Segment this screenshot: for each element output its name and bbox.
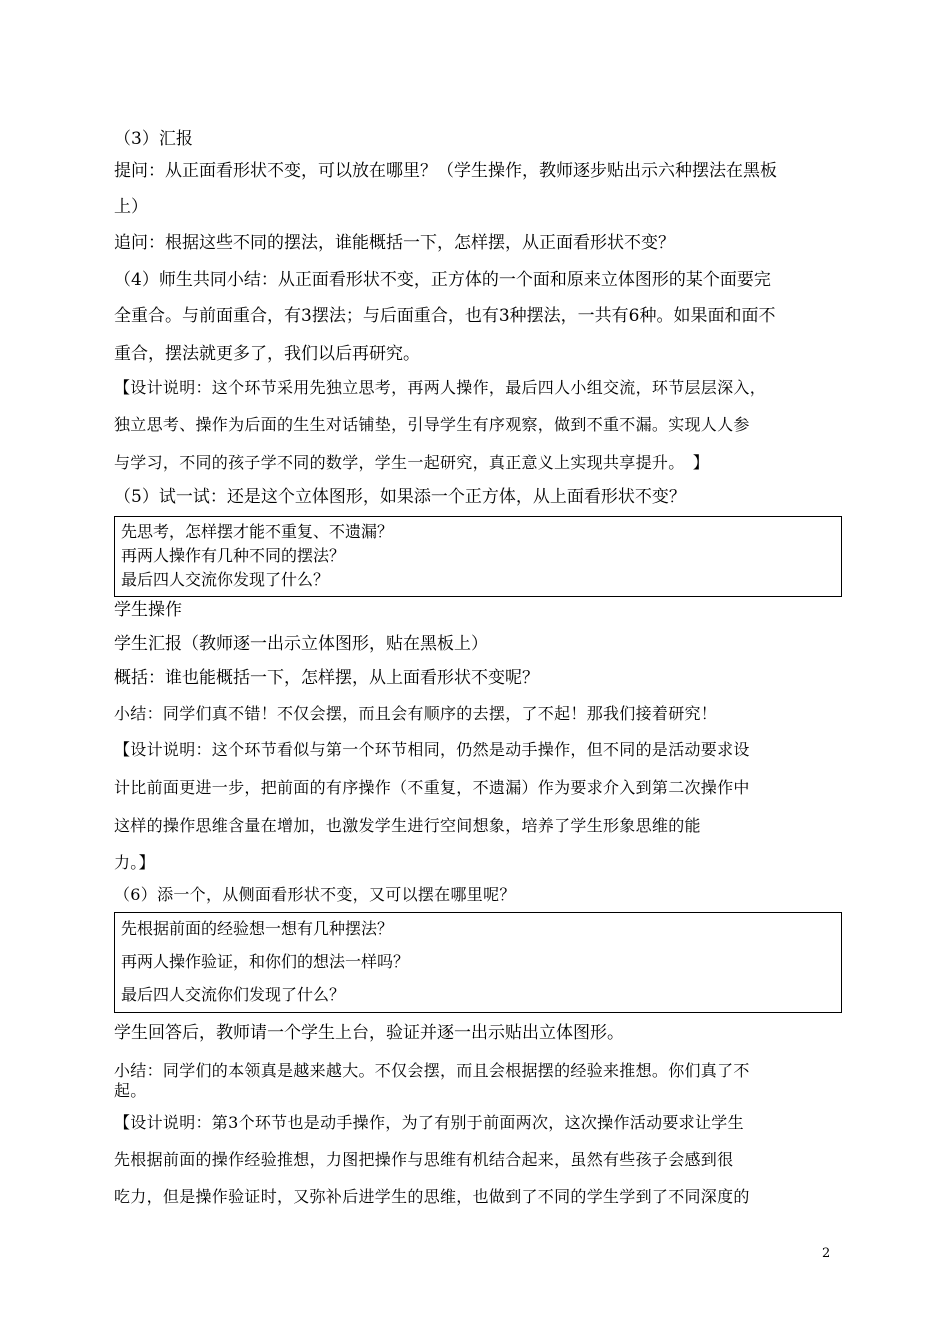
- task-box-line: 先根据前面的经验想一想有几种摆法？: [121, 919, 394, 938]
- design-note-line: 【设计说明：这个环节看似与第一个环节相同，仍然是动手操作，但不同的是活动要求设: [114, 740, 750, 759]
- task-box-2: [114, 912, 842, 1013]
- design-note-line: 先根据前面的操作经验推想，力图把操作与思维有机结合起来，虽然有些孩子会感到很: [114, 1150, 734, 1169]
- task-box-1: [114, 516, 842, 597]
- task-box-line: 再两人操作验证，和你们的想法一样吗？: [121, 952, 410, 971]
- text-line: 追问：根据这些不同的摆法，谁能概括一下，怎样摆，从正面看形状不变？: [114, 233, 675, 253]
- design-note-line: 【设计说明：第3个环节也是动手操作，为了有别于前面两次，这次操作活动要求让学生: [114, 1113, 744, 1132]
- summary-line: 小结：同学们的本领真是越来越大。不仅会摆，而且会根据摆的经验来推想。你们真了不: [114, 1061, 750, 1080]
- text-line: （6）添一个，从侧面看形状不变，又可以摆在哪里呢？: [114, 885, 516, 904]
- text-line: 学生汇报（教师逐一出示立体图形，贴在黑板上）: [114, 634, 488, 654]
- design-note-line: 力。】: [114, 853, 155, 872]
- design-note-line: 吃力，但是操作验证时，又弥补后进学生的思维，也做到了不同的学生学到了不同深度的: [114, 1187, 750, 1206]
- page-number: 2: [822, 1246, 831, 1261]
- text-line: （4）师生共同小结：从正面看形状不变，正方体的一个面和原来立体图形的某个面要完: [114, 270, 771, 290]
- design-note-line: 这样的操作思维含量在增加，也激发学生进行空间想象，培养了学生形象思维的能: [114, 816, 701, 835]
- heading-report: （3）汇报: [114, 129, 193, 149]
- summary-line: 起。: [114, 1081, 147, 1100]
- task-box-line: 最后四人交流你发现了什么？: [121, 570, 330, 589]
- text-line: 全重合。与前面重合，有3摆法；与后面重合，也有3种摆法，一共有6种。如果面和面不: [114, 306, 776, 326]
- summary-line: 小结：同学们真不错！不仅会摆，而且会有顺序的去摆，了不起！那我们接着研究！: [114, 704, 718, 723]
- task-box-line: 最后四人交流你们发现了什么？: [121, 985, 346, 1004]
- text-line: 学生操作: [114, 600, 182, 620]
- design-note-line: 与学习，不同的孩子学不同的数学，学生一起研究，真正意义上实现共享提升。 】: [114, 453, 710, 472]
- text-line: 学生回答后，教师请一个学生上台，验证并逐一出示贴出立体图形。: [114, 1023, 624, 1043]
- task-box-line: 先思考，怎样摆才能不重复、不遗漏？: [121, 522, 394, 541]
- design-note-line: 计比前面更进一步，把前面的有序操作（不重复，不遗漏）作为要求介入到第二次操作中: [114, 778, 750, 797]
- text-line: （5）试一试：还是这个立体图形，如果添一个正方体，从上面看形状不变？: [114, 487, 686, 507]
- design-note-line: 独立思考、操作为后面的生生对话铺垫，引导学生有序观察，做到不重不漏。实现人人参: [114, 415, 750, 434]
- text-line: 上）: [114, 197, 148, 217]
- text-line: 提问：从正面看形状不变，可以放在哪里？（学生操作，教师逐步贴出示六种摆法在黑板: [114, 161, 777, 181]
- task-box-line: 再两人操作有几种不同的摆法？: [121, 546, 346, 565]
- text-line: 重合，摆法就更多了，我们以后再研究。: [114, 344, 420, 364]
- design-note-line: 【设计说明：这个环节采用先独立思考，再两人操作，最后四人小组交流，环节层层深入，: [114, 378, 767, 397]
- text-line: 概括：谁也能概括一下，怎样摆，从上面看形状不变呢？: [114, 668, 539, 688]
